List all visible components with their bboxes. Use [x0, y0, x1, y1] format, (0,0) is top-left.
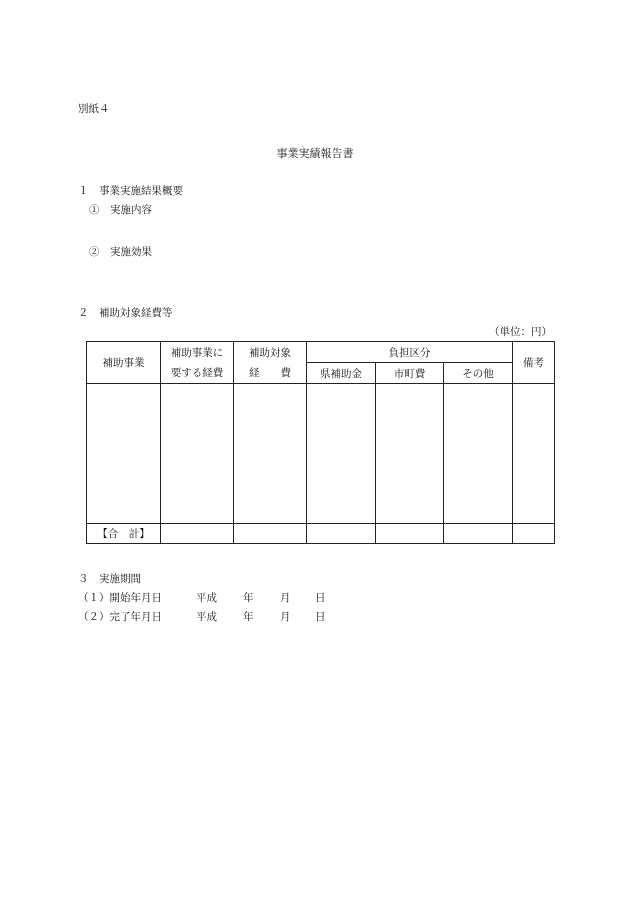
expense-table [86, 341, 555, 544]
section1-item-effect: ② 実施効果 [89, 246, 152, 258]
total-other[interactable] [444, 524, 513, 544]
header-required-expense [161, 342, 234, 384]
end-date-era: 平成 [196, 611, 217, 623]
header-pref-subsidy: 県補助金 [307, 363, 376, 384]
section1-heading: １ 事業実施結果概要 [78, 185, 183, 197]
end-date-month: 月 [280, 611, 291, 623]
cell-required-expense[interactable] [161, 384, 234, 524]
total-subsidized-expense[interactable] [234, 524, 307, 544]
start-date-year: 年 [243, 592, 254, 604]
header-required-expense-line2: 要する経費 [170, 366, 224, 379]
cell-project[interactable] [87, 384, 161, 524]
header-city-expense: 市町費 [376, 363, 444, 384]
cell-remarks[interactable] [513, 384, 555, 524]
header-other: その他 [444, 363, 513, 384]
end-date-year: 年 [243, 611, 254, 623]
header-burden-group: 負担区分 [307, 342, 513, 363]
total-label: 【合 計】 [87, 524, 161, 544]
header-required-expense-line1: 補助事業に [170, 346, 224, 359]
annex-label: 別紙４ [78, 103, 110, 115]
total-city-expense[interactable] [376, 524, 444, 544]
table-row [87, 384, 555, 524]
header-project: 補助事業 [87, 342, 161, 384]
section1-item-content: ① 実施内容 [89, 204, 152, 216]
header-remarks: 備考 [513, 342, 555, 384]
document-title: 事業実績報告書 [276, 147, 354, 160]
unit-note: （単位：円） [489, 326, 552, 338]
section2-heading: ２ 補助対象経費等 [78, 307, 173, 319]
section3-heading: ３ 実施期間 [78, 573, 141, 585]
start-date-label: （１）開始年月日 [78, 592, 162, 604]
end-date-label: （２）完了年月日 [78, 611, 162, 623]
total-remarks[interactable] [513, 524, 555, 544]
header-subsidized-expense-line2: 経 費 [249, 366, 291, 379]
total-row [87, 524, 555, 544]
cell-other[interactable] [444, 384, 513, 524]
header-subsidized-expense-line1: 補助対象 [249, 346, 291, 359]
cell-subsidized-expense[interactable] [234, 384, 307, 524]
cell-city-expense[interactable] [376, 384, 444, 524]
header-subsidized-expense [234, 342, 307, 384]
start-date-month: 月 [280, 592, 291, 604]
total-pref-subsidy[interactable] [307, 524, 376, 544]
start-date-day: 日 [315, 592, 326, 604]
total-required-expense[interactable] [161, 524, 234, 544]
end-date-day: 日 [315, 611, 326, 623]
start-date-era: 平成 [196, 592, 217, 604]
cell-pref-subsidy[interactable] [307, 384, 376, 524]
